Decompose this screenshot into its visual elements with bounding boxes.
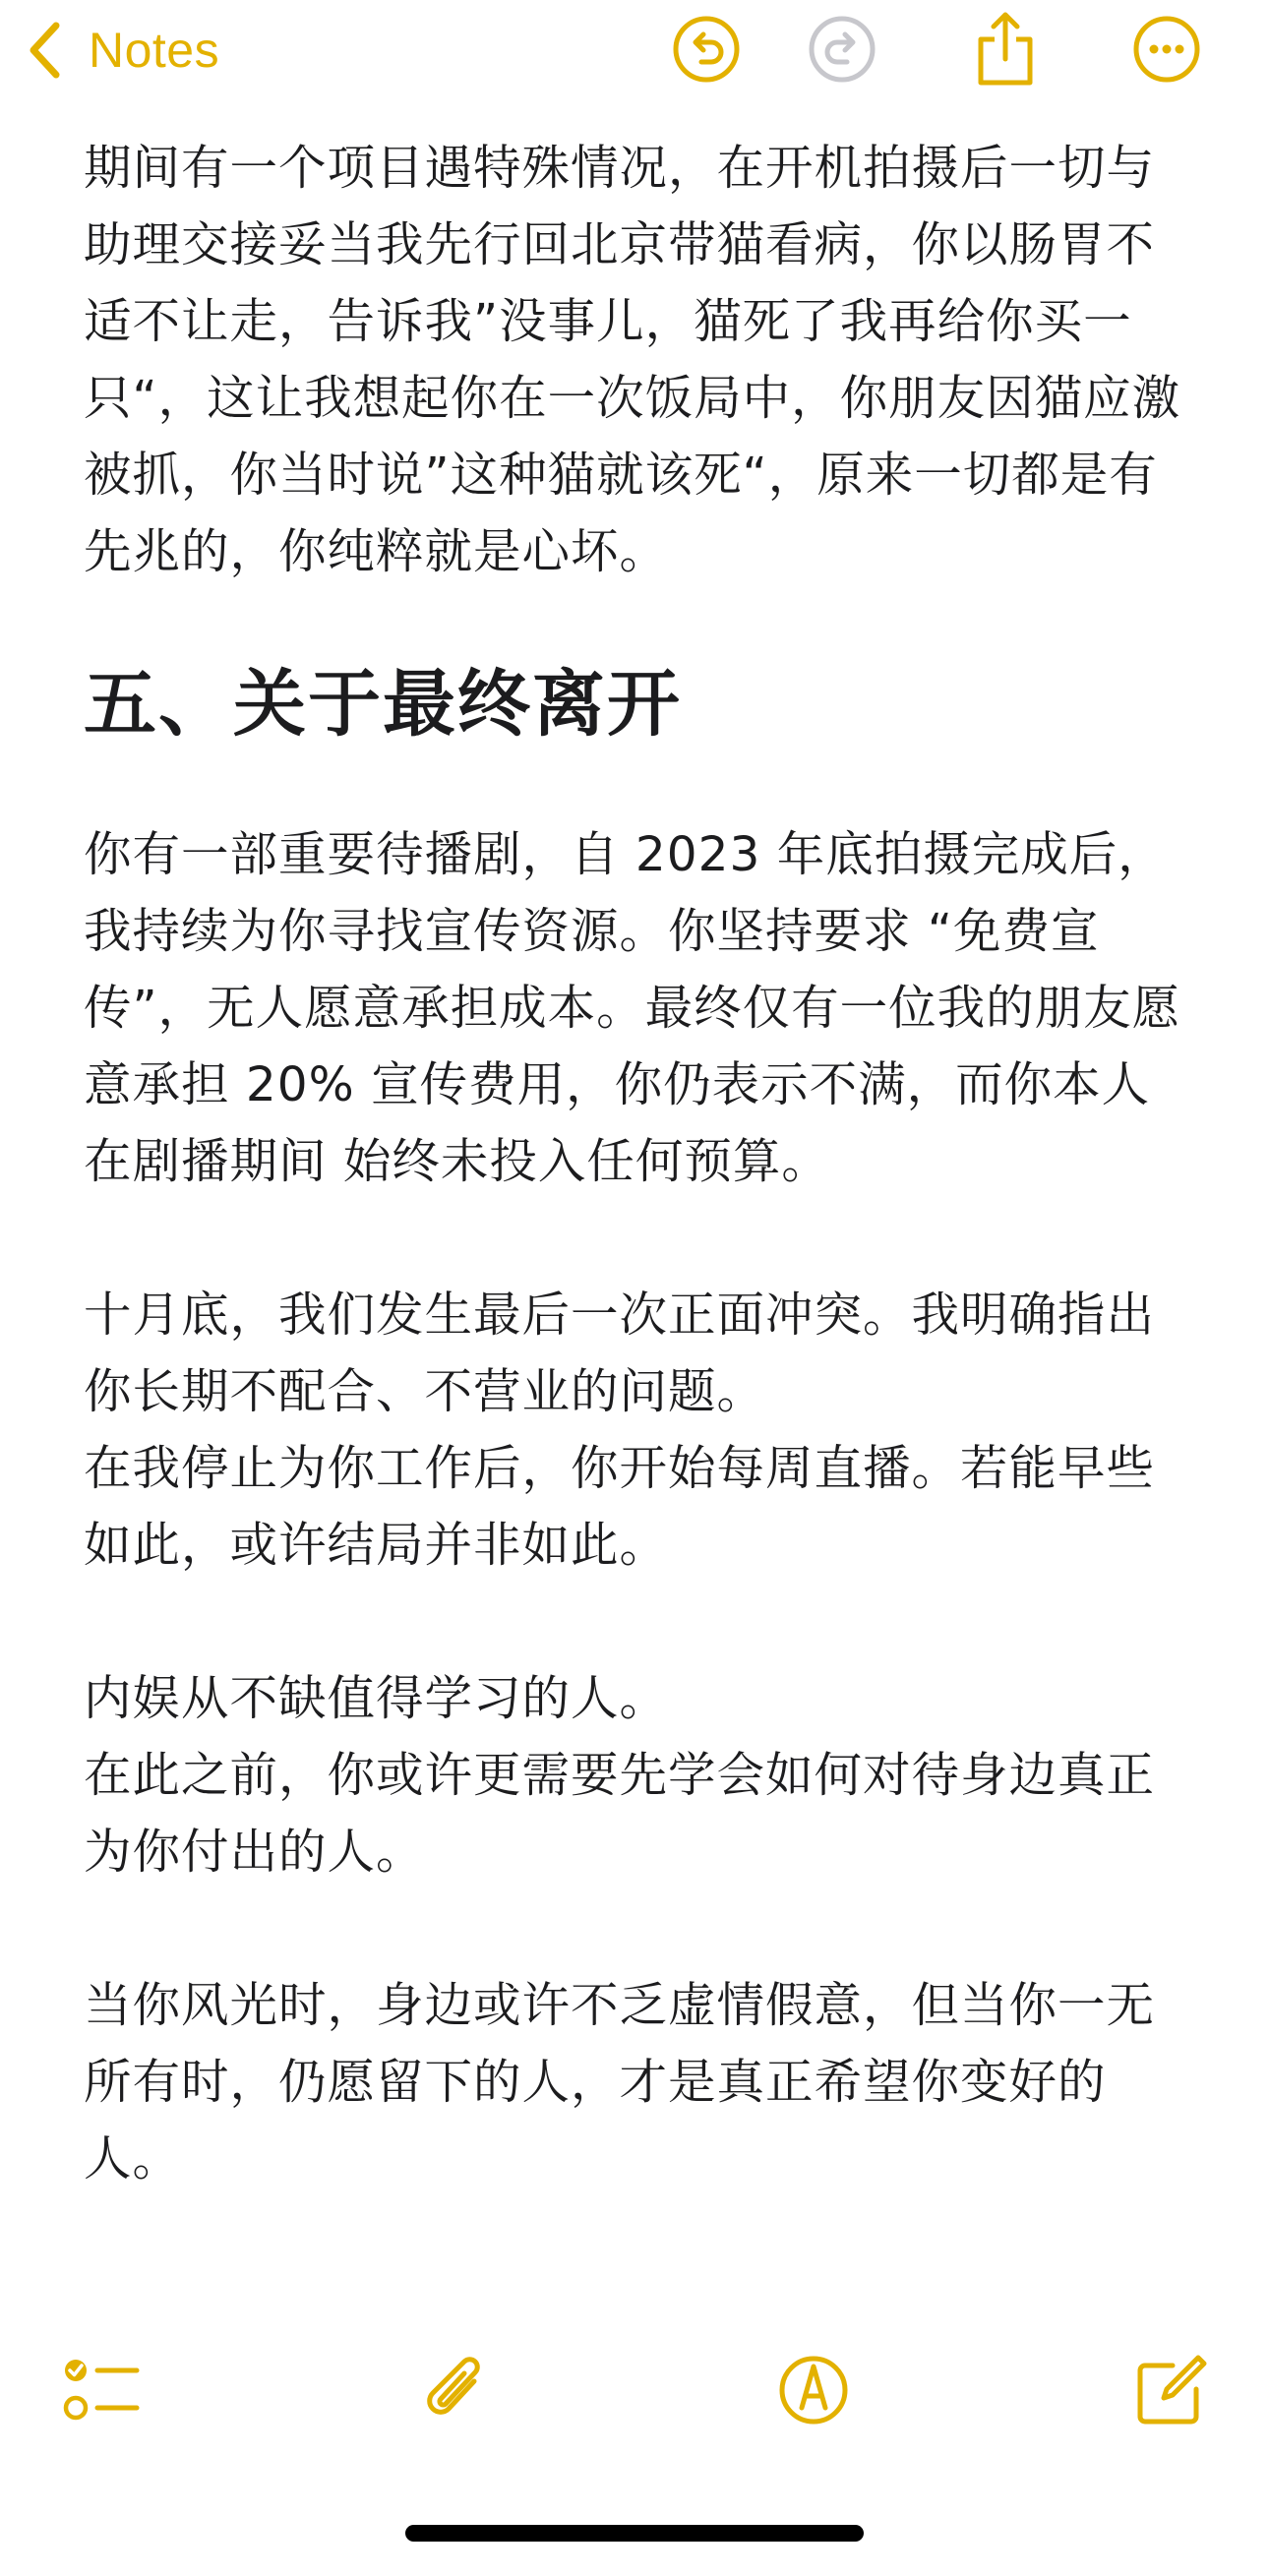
section-heading: 五、关于最终离开 xyxy=(84,662,682,747)
checklist-button[interactable] xyxy=(57,2346,146,2434)
note-paragraph: 期间有一个项目遇特殊情况，在开机拍摄后一切与助理交接妥当我先行回北京带猫看病，你以肠胃不适不让走，告诉我”没事儿，猫死了我再给你买一只“，这让我想起你在一次饭局中，你朋友因猫应激被抓，你当时说”这种猫就该死“，原来一切都是有先兆的，你纯粹就是心坏。 xyxy=(84,141,1181,579)
home-indicator[interactable] xyxy=(405,2525,864,2542)
share-button[interactable] xyxy=(968,12,1043,87)
note-paragraph: 内娱从不缺值得学习的人。 xyxy=(84,1671,669,1726)
note-paragraph: 你有一部重要待播剧，自 2023 年底拍摄完成后，我持续为你寻找宣传资源。你坚持要求 “免费宣传”，无人愿意承担成本。最终仅有一位我的朋友愿意承担 20% 宣传费用，你仍表示不满，而你本人在剧播期间 始终未投入任何预算。 xyxy=(84,827,1181,1189)
undo-icon xyxy=(672,15,741,84)
checklist-icon xyxy=(62,2353,141,2427)
chevron-left-icon xyxy=(28,21,61,80)
attachment-button[interactable] xyxy=(413,2346,502,2434)
redo-button[interactable] xyxy=(805,12,879,87)
markup-pen-icon xyxy=(776,2353,851,2427)
undo-button[interactable] xyxy=(669,12,744,87)
note-paragraph: 在我停止为你工作后，你开始每周直播。若能早些如此，或许结局并非如此。 xyxy=(84,1441,1156,1573)
note-body[interactable] xyxy=(84,130,1195,2197)
more-icon xyxy=(1132,15,1201,84)
compose-button[interactable] xyxy=(1127,2346,1216,2434)
back-button[interactable] xyxy=(28,14,219,87)
navigation-bar xyxy=(0,0,1269,108)
note-paragraph: 十月底，我们发生最后一次正面冲突。我明确指出你长期不配合、不营业的问题。 xyxy=(84,1288,1156,1419)
paperclip-icon xyxy=(421,2352,494,2428)
compose-icon xyxy=(1133,2352,1210,2428)
redo-icon xyxy=(808,15,876,84)
note-paragraph: 当你风光时，身边或许不乏虚情假意，但当你一无所有时，仍愿留下的人，才是真正希望你变好的人。 xyxy=(84,1978,1156,2187)
more-button[interactable] xyxy=(1129,12,1204,87)
back-label: Notes xyxy=(89,23,220,78)
markup-button[interactable] xyxy=(769,2346,858,2434)
note-paragraph: 在此之前，你或许更需要先学会如何对待身边真正为你付出的人。 xyxy=(84,1748,1156,1880)
share-icon xyxy=(973,10,1038,89)
